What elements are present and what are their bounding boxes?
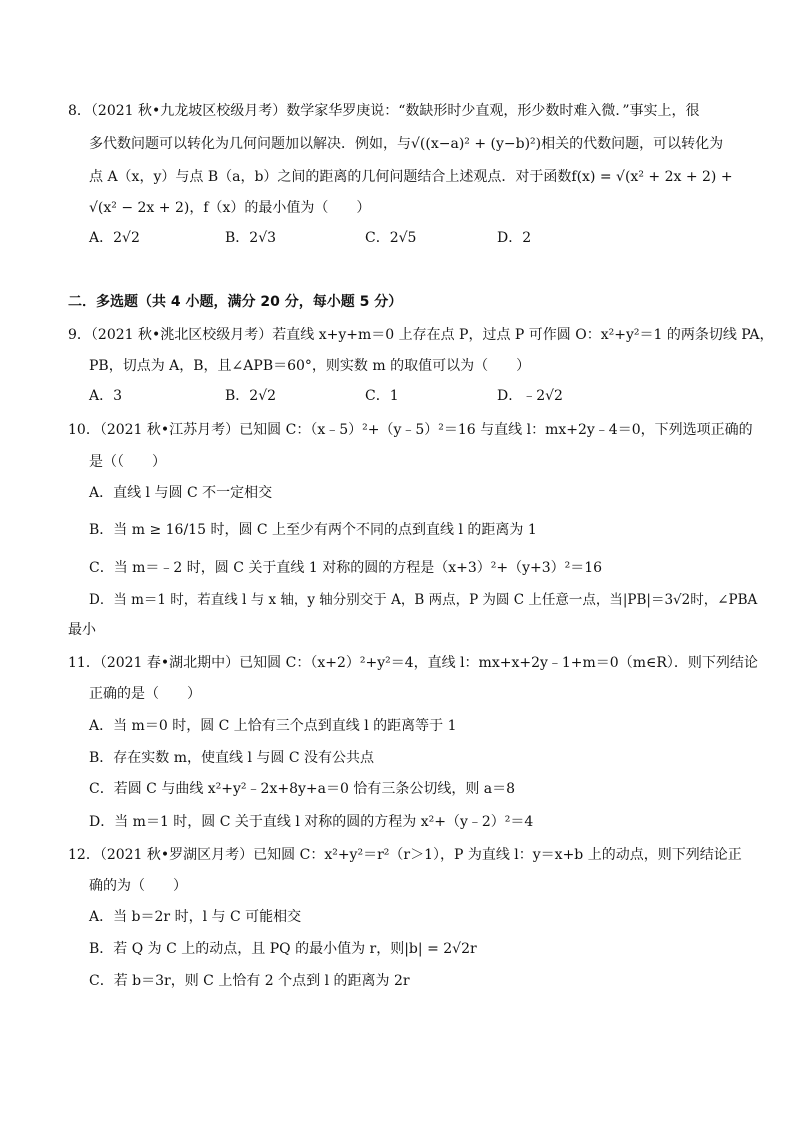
q8-line-3: 点 A（x，y）与点 B（a，b）之间的距离的几何问题结合上述观点．对于函数f(x) = √(x² + 2x + 2) +	[89, 169, 733, 185]
q9-line-2: PB，切点为 A，B，且∠APB＝60°，则实数 m 的取值可以为（ ）	[89, 358, 531, 374]
q11-line-2: 正确的是（ ）	[89, 686, 201, 702]
q10-option-c: C．当 m＝﹣2 时，圆 C 关于直线 1 对称的圆的方程是（x+3）²+（y+3）²＝16	[89, 560, 603, 576]
q10-line-1: 10．（2021 秋•江苏月考）已知圆 C：（x﹣5）²+（y﹣5）²＝16 与直线 l：mx+2y﹣4＝0，下列选项正确的	[68, 422, 753, 438]
q10-option-d-line-1: D．当 m＝1 时，若直线 l 与 x 轴，y 轴分别交于 A，B 两点，P 为圆 C 上任意一点，当|PB|＝3√2时，∠PBA	[89, 592, 758, 608]
q12-line-2: 确的为（ ）	[89, 878, 187, 894]
q9-option-d: D．﹣2√2	[497, 388, 563, 404]
q11-line-1: 11．（2021 春•湖北期中）已知圆 C：（x+2）²+y²＝4，直线 l：mx+x+2y﹣1+m＝0（m∈R）．则下列结论	[68, 655, 758, 671]
q10-line-2: 是（（ ）	[89, 454, 166, 470]
q12-option-a: A．当 b＝2r 时，l 与 C 可能相交	[89, 909, 302, 925]
q10-option-a: A．直线 l 与圆 C 不一定相交	[89, 485, 273, 501]
q8-line-2: 多代数问题可以转化为几何问题加以解决．例如，与√((x−a)² + (y−b)²)相关的代数问题，可以转化为	[89, 136, 724, 152]
q11-option-c: C．若圆 C 与曲线 x²+y²﹣2x+8y+a＝0 恰有三条公切线，则 a＝8	[89, 781, 516, 797]
q8-option-c: C．2√5	[365, 230, 417, 246]
q9-option-c: C．1	[365, 388, 399, 404]
q11-option-a: A．当 m＝0 时，圆 C 上恰有三个点到直线 l 的距离等于 1	[89, 718, 457, 734]
q9-option-b: B．2√2	[225, 388, 277, 404]
q9-line-1: 9．（2021 秋•洮北区校级月考）若直线 x+y+m＝0 上存在点 P，过点 P 可作圆 O：x²+y²＝1 的两条切线 PA，	[68, 327, 774, 343]
q8-line-4: √(x² − 2x + 2)，f（x）的最小值为（ ）	[89, 200, 371, 216]
q10-option-b: B．当 m ≥ 16/15 时，圆 C 上至少有两个不同的点到直线 l 的距离为 1	[89, 522, 537, 538]
q8-option-b: B．2√3	[225, 230, 277, 246]
q8-option-d: D．2	[497, 230, 532, 246]
section-heading: 二．多选题（共 4 小题，满分 20 分，每小题 5 分）	[68, 294, 403, 310]
q12-option-b: B．若 Q 为 C 上的动点，且 PQ 的最小值为 r，则|b| = 2√2r	[89, 941, 477, 957]
q11-option-d: D．当 m＝1 时，圆 C 关于直线 l 对称的圆的方程为 x²+（y﹣2）²＝4	[89, 814, 534, 830]
q9-option-a: A．3	[89, 388, 123, 404]
q11-option-b: B．存在实数 m，使直线 l 与圆 C 没有公共点	[89, 750, 375, 766]
q12-line-1: 12．（2021 秋•罗湖区月考）已知圆 C：x²+y²＝r²（r＞1），P 为直线 l：y＝x+b 上的动点，则下列结论正	[68, 847, 742, 863]
q10-option-d-line-2: 最小	[68, 622, 96, 638]
q12-option-c: C．若 b＝3r，则 C 上恰有 2 个点到 l 的距离为 2r	[89, 973, 410, 989]
q8-option-a: A．2√2	[89, 230, 140, 246]
q8-line-1: 8．（2021 秋•九龙坡区校级月考）数学家华罗庚说：“数缺形时少直观，形少数时难入微．”事实上，很	[68, 103, 700, 119]
